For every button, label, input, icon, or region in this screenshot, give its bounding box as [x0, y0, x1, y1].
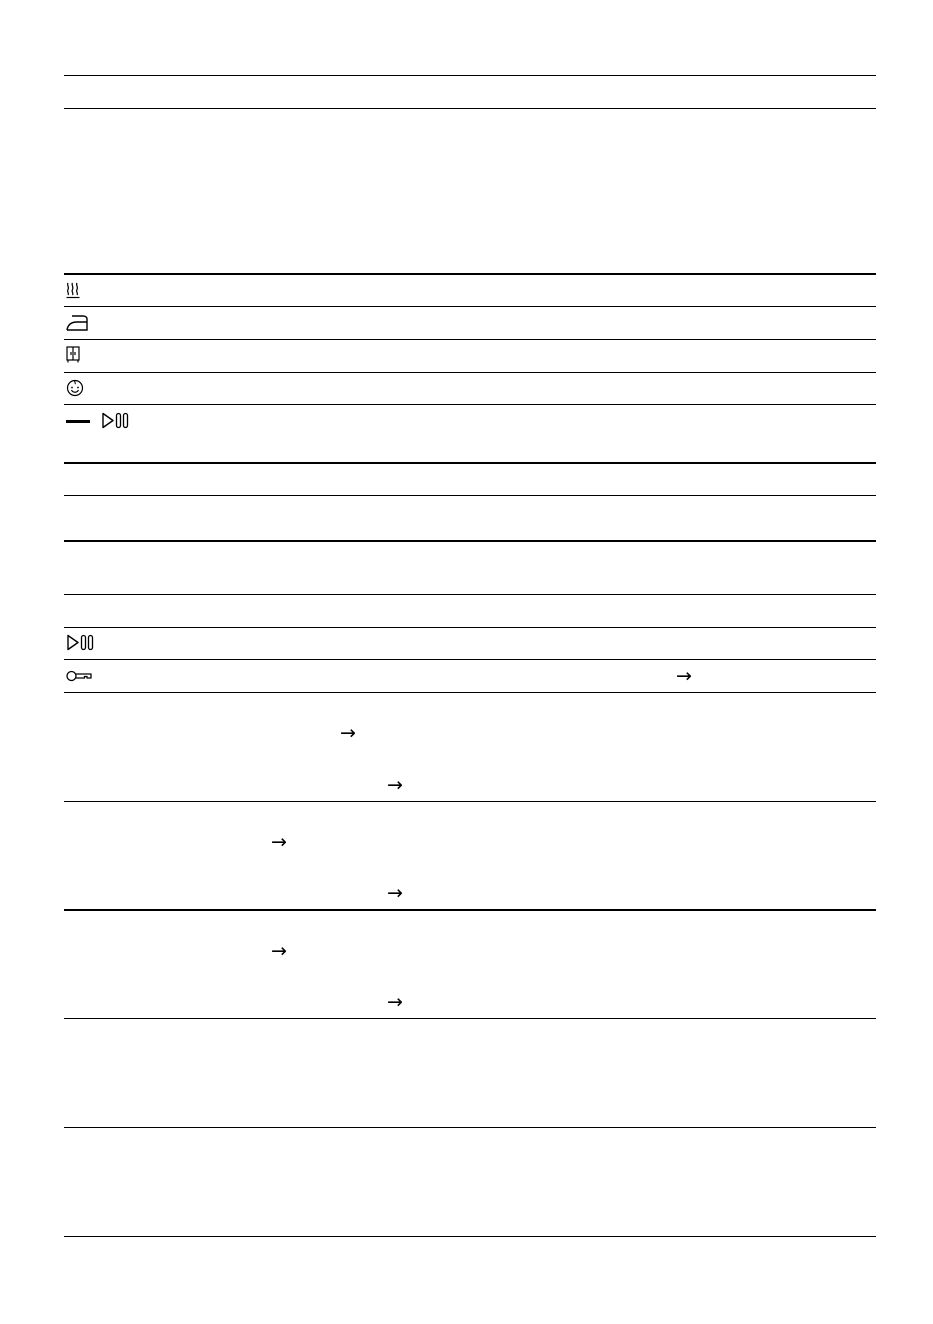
rule-top-1: [64, 75, 876, 76]
arrow-2: →: [340, 722, 356, 744]
rule-t2-3: [64, 659, 876, 660]
rule-t2-1: [64, 594, 876, 595]
iron-icon: [66, 314, 88, 332]
arrow-7: →: [387, 991, 403, 1013]
rule-row-baby: [64, 404, 876, 405]
rule-top-2: [64, 108, 876, 109]
key-icon: [66, 669, 92, 683]
dash-icon: [66, 419, 90, 424]
rule-t2-6: [64, 909, 876, 911]
rule-t2-5: [64, 801, 876, 802]
arrow-4: →: [271, 831, 287, 853]
start-pause-icon: [66, 634, 94, 651]
arrow-1: →: [676, 665, 692, 687]
arrow-6: →: [271, 940, 287, 962]
rule-row-dash: [64, 462, 876, 464]
arrow-5: →: [387, 882, 403, 904]
rule-row-steam: [64, 306, 876, 307]
rule-row-iron: [64, 339, 876, 340]
rule-t2-4: [64, 692, 876, 693]
rule-row-6: [64, 495, 876, 496]
rule-row-wardrobe: [64, 372, 876, 373]
rule-table2-top: [64, 540, 876, 542]
rule-t2-2: [64, 627, 876, 628]
baby-face-icon: [66, 379, 84, 397]
arrow-3: →: [387, 774, 403, 796]
start-pause-icon: [101, 412, 129, 429]
rule-t2-7: [64, 1018, 876, 1019]
rule-bottom: [64, 1236, 876, 1237]
rule-t2-8: [64, 1127, 876, 1128]
rule-table1-top: [64, 273, 876, 275]
wardrobe-icon: [66, 346, 80, 363]
steam-icon: [66, 281, 80, 299]
